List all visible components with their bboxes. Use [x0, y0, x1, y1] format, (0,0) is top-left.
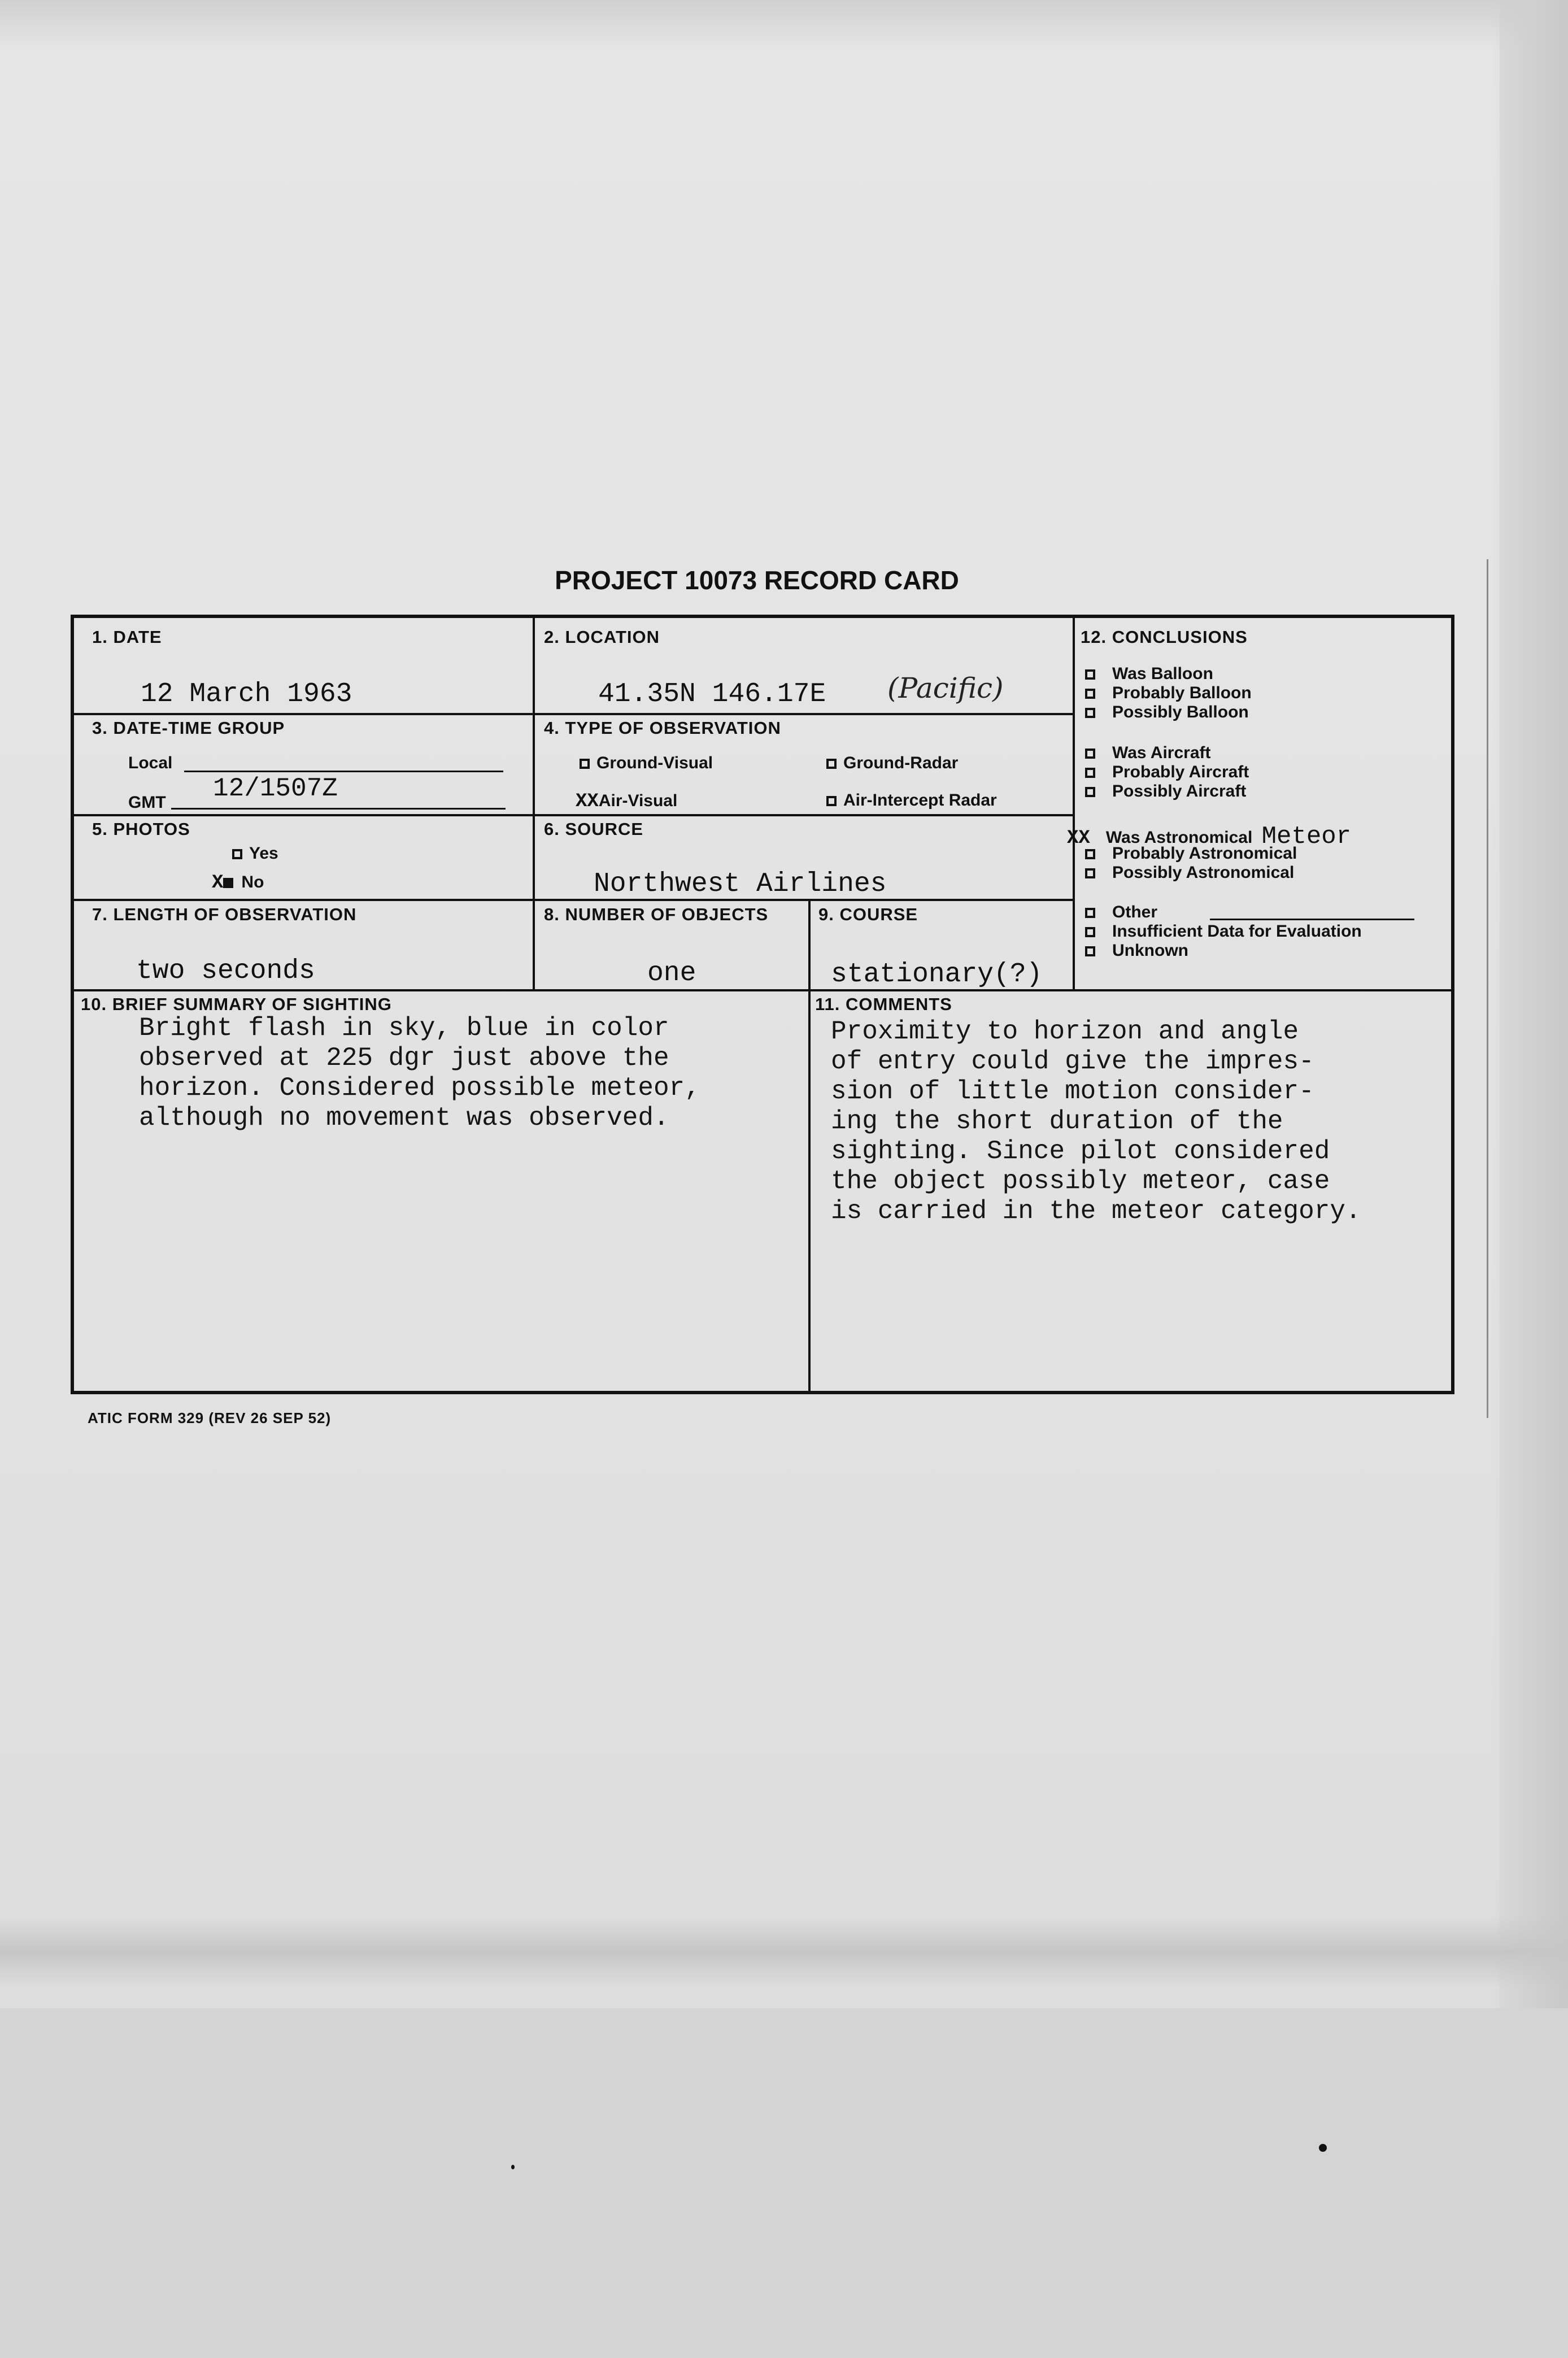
date-time-group-label: 3. DATE-TIME GROUP: [92, 718, 285, 738]
checkbox: [1085, 849, 1095, 859]
checkbox: [826, 796, 837, 806]
speck: [1319, 2144, 1327, 2152]
checkbox: [1085, 768, 1095, 778]
conclusion-selected-mark: XX: [1067, 828, 1090, 849]
row-divider: [74, 814, 1073, 816]
air-intercept-radar-option: Air-Intercept Radar: [826, 791, 997, 810]
number-of-objects-value: one: [647, 958, 696, 989]
photos-no-option: X No: [212, 872, 264, 894]
checkbox: [1085, 749, 1095, 759]
col-divider: [808, 899, 811, 1391]
summary-line: observed at 225 dgr just above the: [139, 1043, 669, 1073]
length-of-observation-label: 7. LENGTH OF OBSERVATION: [92, 904, 357, 924]
comments-line: sighting. Since pilot considered: [831, 1137, 1330, 1166]
conclusion-probably-balloon: Probably Balloon: [1085, 684, 1252, 703]
comments-line: of entry could give the impres-: [831, 1047, 1314, 1076]
checkbox: [1085, 908, 1095, 918]
checkbox: [826, 759, 837, 769]
conclusion-unknown: Unknown: [1085, 941, 1188, 960]
checkbox: [1085, 708, 1095, 718]
length-of-observation-value: two seconds: [136, 956, 315, 986]
checkbox: [580, 759, 590, 769]
course-label: 9. COURSE: [818, 904, 918, 924]
other-underline: [1210, 919, 1414, 920]
card-title: PROJECT 10073 RECORD CARD: [555, 565, 959, 595]
conclusion-possibly-balloon: Possibly Balloon: [1085, 703, 1249, 722]
date-value: 12 March 1963: [141, 679, 352, 710]
bottom-margin: [0, 2008, 1568, 2358]
checkbox: [1085, 868, 1095, 878]
conclusion-was-balloon: Was Balloon: [1085, 664, 1213, 684]
checkbox: [1085, 669, 1095, 680]
local-underline: [184, 771, 503, 772]
gmt-label: GMT: [128, 793, 166, 812]
right-edge: [1491, 0, 1568, 2022]
conclusion-probably-astronomical: Probably Astronomical: [1085, 844, 1297, 863]
row-divider: [74, 989, 1452, 991]
gmt-value: 12/1507Z: [213, 774, 338, 803]
date-label: 1. DATE: [92, 627, 162, 647]
local-label: Local: [128, 754, 173, 772]
comments-line: is carried in the meteor category.: [831, 1197, 1361, 1226]
comments-text: [831, 1017, 1361, 1226]
astronomical-note: Meteor: [1261, 823, 1352, 851]
summary-label: 10. BRIEF SUMMARY OF SIGHTING: [81, 994, 392, 1014]
comments-line: sion of little motion consider-: [831, 1077, 1314, 1106]
record-card: [71, 615, 1454, 1394]
conclusion-was-aircraft: Was Aircraft: [1085, 743, 1211, 763]
location-value: 41.35N 146.17E: [598, 679, 826, 710]
row-divider: [74, 713, 1073, 715]
checkbox: [232, 849, 242, 859]
location-handwritten-note: (Pacific): [887, 672, 1004, 704]
checkbox: [223, 878, 233, 888]
ground-radar-option: Ground-Radar: [826, 754, 958, 773]
conclusion-insufficient-data: Insufficient Data for Evaluation: [1085, 922, 1362, 941]
summary-line: although no movement was observed.: [139, 1103, 669, 1133]
number-of-objects-label: 8. NUMBER OF OBJECTS: [544, 904, 769, 924]
air-visual-check-mark: XX: [576, 791, 599, 812]
course-value: stationary(?): [831, 959, 1043, 990]
checkbox: [1085, 787, 1095, 797]
checkbox: [1085, 946, 1095, 956]
conclusion-possibly-aircraft: Possibly Aircraft: [1085, 782, 1246, 801]
source-value: Northwest Airlines: [594, 869, 887, 899]
fold-shadow: [0, 1915, 1568, 1989]
photos-no-check-mark: X: [212, 872, 224, 894]
top-edge: [0, 0, 1568, 51]
checkbox: [1085, 689, 1095, 699]
col-divider: [1073, 618, 1075, 990]
comments-line: Proximity to horizon and angle: [831, 1017, 1299, 1046]
speck: [511, 2165, 515, 2169]
conclusion-possibly-astronomical: Possibly Astronomical: [1085, 863, 1294, 882]
source-label: 6. SOURCE: [544, 819, 644, 839]
comments-line: ing the short duration of the: [831, 1107, 1283, 1136]
air-visual-option: XXAir-Visual: [576, 791, 678, 812]
conclusions-label: 12. CONCLUSIONS: [1081, 627, 1248, 647]
gmt-underline: [171, 808, 506, 810]
summary-text: [139, 1013, 700, 1133]
location-label: 2. LOCATION: [544, 627, 660, 647]
form-number: ATIC FORM 329 (REV 26 SEP 52): [88, 1409, 332, 1426]
col-divider: [533, 618, 535, 990]
checkbox: [1085, 927, 1095, 937]
photos-yes-option: Yes: [232, 844, 278, 863]
summary-line: horizon. Considered possible meteor,: [139, 1073, 700, 1103]
comments-line: the object possibly meteor, case: [831, 1167, 1330, 1196]
type-of-observation-label: 4. TYPE OF OBSERVATION: [544, 718, 781, 738]
conclusion-was-astronomical: XX Was Astronomical Meteor: [1067, 823, 1352, 851]
ground-visual-option: Ground-Visual: [580, 754, 713, 773]
row-divider: [74, 899, 1073, 901]
conclusion-probably-aircraft: Probably Aircraft: [1085, 763, 1249, 782]
paper-edge-line: [1487, 559, 1488, 1418]
photos-label: 5. PHOTOS: [92, 819, 190, 839]
summary-line: Bright flash in sky, blue in color: [139, 1013, 669, 1043]
comments-label: 11. COMMENTS: [815, 994, 952, 1014]
conclusion-other: Other: [1085, 903, 1157, 922]
